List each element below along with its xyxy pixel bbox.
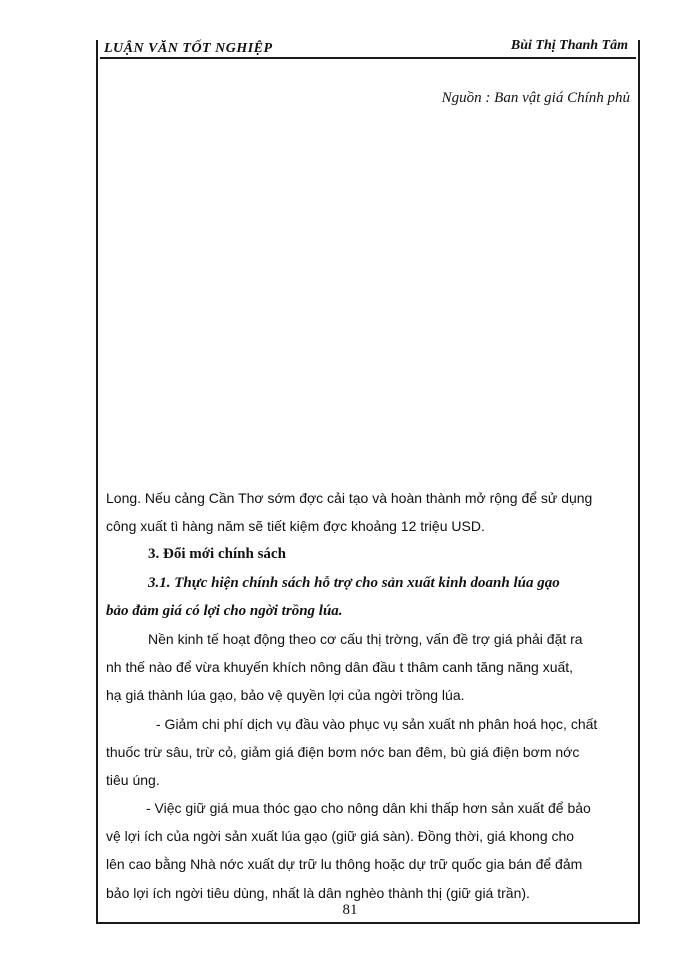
- header-author: Bùi Thị Thanh Tâm: [510, 38, 628, 53]
- header-rule: [100, 57, 636, 59]
- subsection-heading-cont: bảo đảm giá có lợi cho ngời trồng lúa.: [106, 602, 343, 619]
- body-line: công xuất tì hàng năm sẽ tiết kiệm đợc khoảng 12 triệu USD.: [106, 518, 485, 535]
- header-title: LUẬN VĂN TỐT NGHIỆP: [104, 41, 273, 56]
- body-line: lên cao bằng Nhà nớc xuất dự trữ lu thông hoặc dự trữ quốc gia bán để đảm: [106, 856, 583, 873]
- body-line: thuốc trừ sâu, trừ cỏ, giảm giá điện bơm nớc ban đêm, bù giá điện bơm nớc: [106, 743, 580, 760]
- body-line: tiêu úng.: [106, 771, 160, 788]
- page-number: 81: [342, 902, 358, 918]
- section-heading: 3. Đổi mới chính sách: [148, 546, 286, 563]
- body-line: bảo lợi ích ngời tiêu dùng, nhất là dân nghèo thành thị (giữ giá trần).: [106, 884, 530, 901]
- body-line: vệ lợi ích của ngời sản xuất lúa gạo (giữ giá sàn). Đồng thời, giá khong cho: [106, 828, 575, 845]
- body-text: [106, 484, 626, 907]
- bullet-line: - Việc giữ giá mua thóc gạo cho nông dân khi thấp hơn sản xuất để bảo: [146, 800, 591, 817]
- body-line: hạ giá thành lúa gạo, bảo vệ quyền lợi của ngời trồng lúa.: [106, 687, 465, 704]
- body-line: Long. Nếu cảng Cần Thơ sớm đợc cải tạo và hoàn thành mở rộng để sử dụng: [106, 490, 593, 506]
- subsection-heading: 3.1. Thực hiện chính sách hỗ trợ cho sản xuất kinh doanh lúa gạo: [148, 574, 560, 591]
- source-note: Nguồn : Ban vật giá Chính phủ: [441, 90, 630, 106]
- body-line: Nền kinh tế hoạt động theo cơ cấu thị trờng, vấn đề trợ giá phải đặt ra: [148, 630, 583, 647]
- bullet-line: - Giảm chi phí dịch vụ đầu vào phục vụ sản xuất nh phân hoá học, chất: [156, 715, 598, 732]
- body-line: nh thế nào để vừa khuyến khích nông dân đầu t thâm canh tăng năng xuất,: [106, 659, 574, 676]
